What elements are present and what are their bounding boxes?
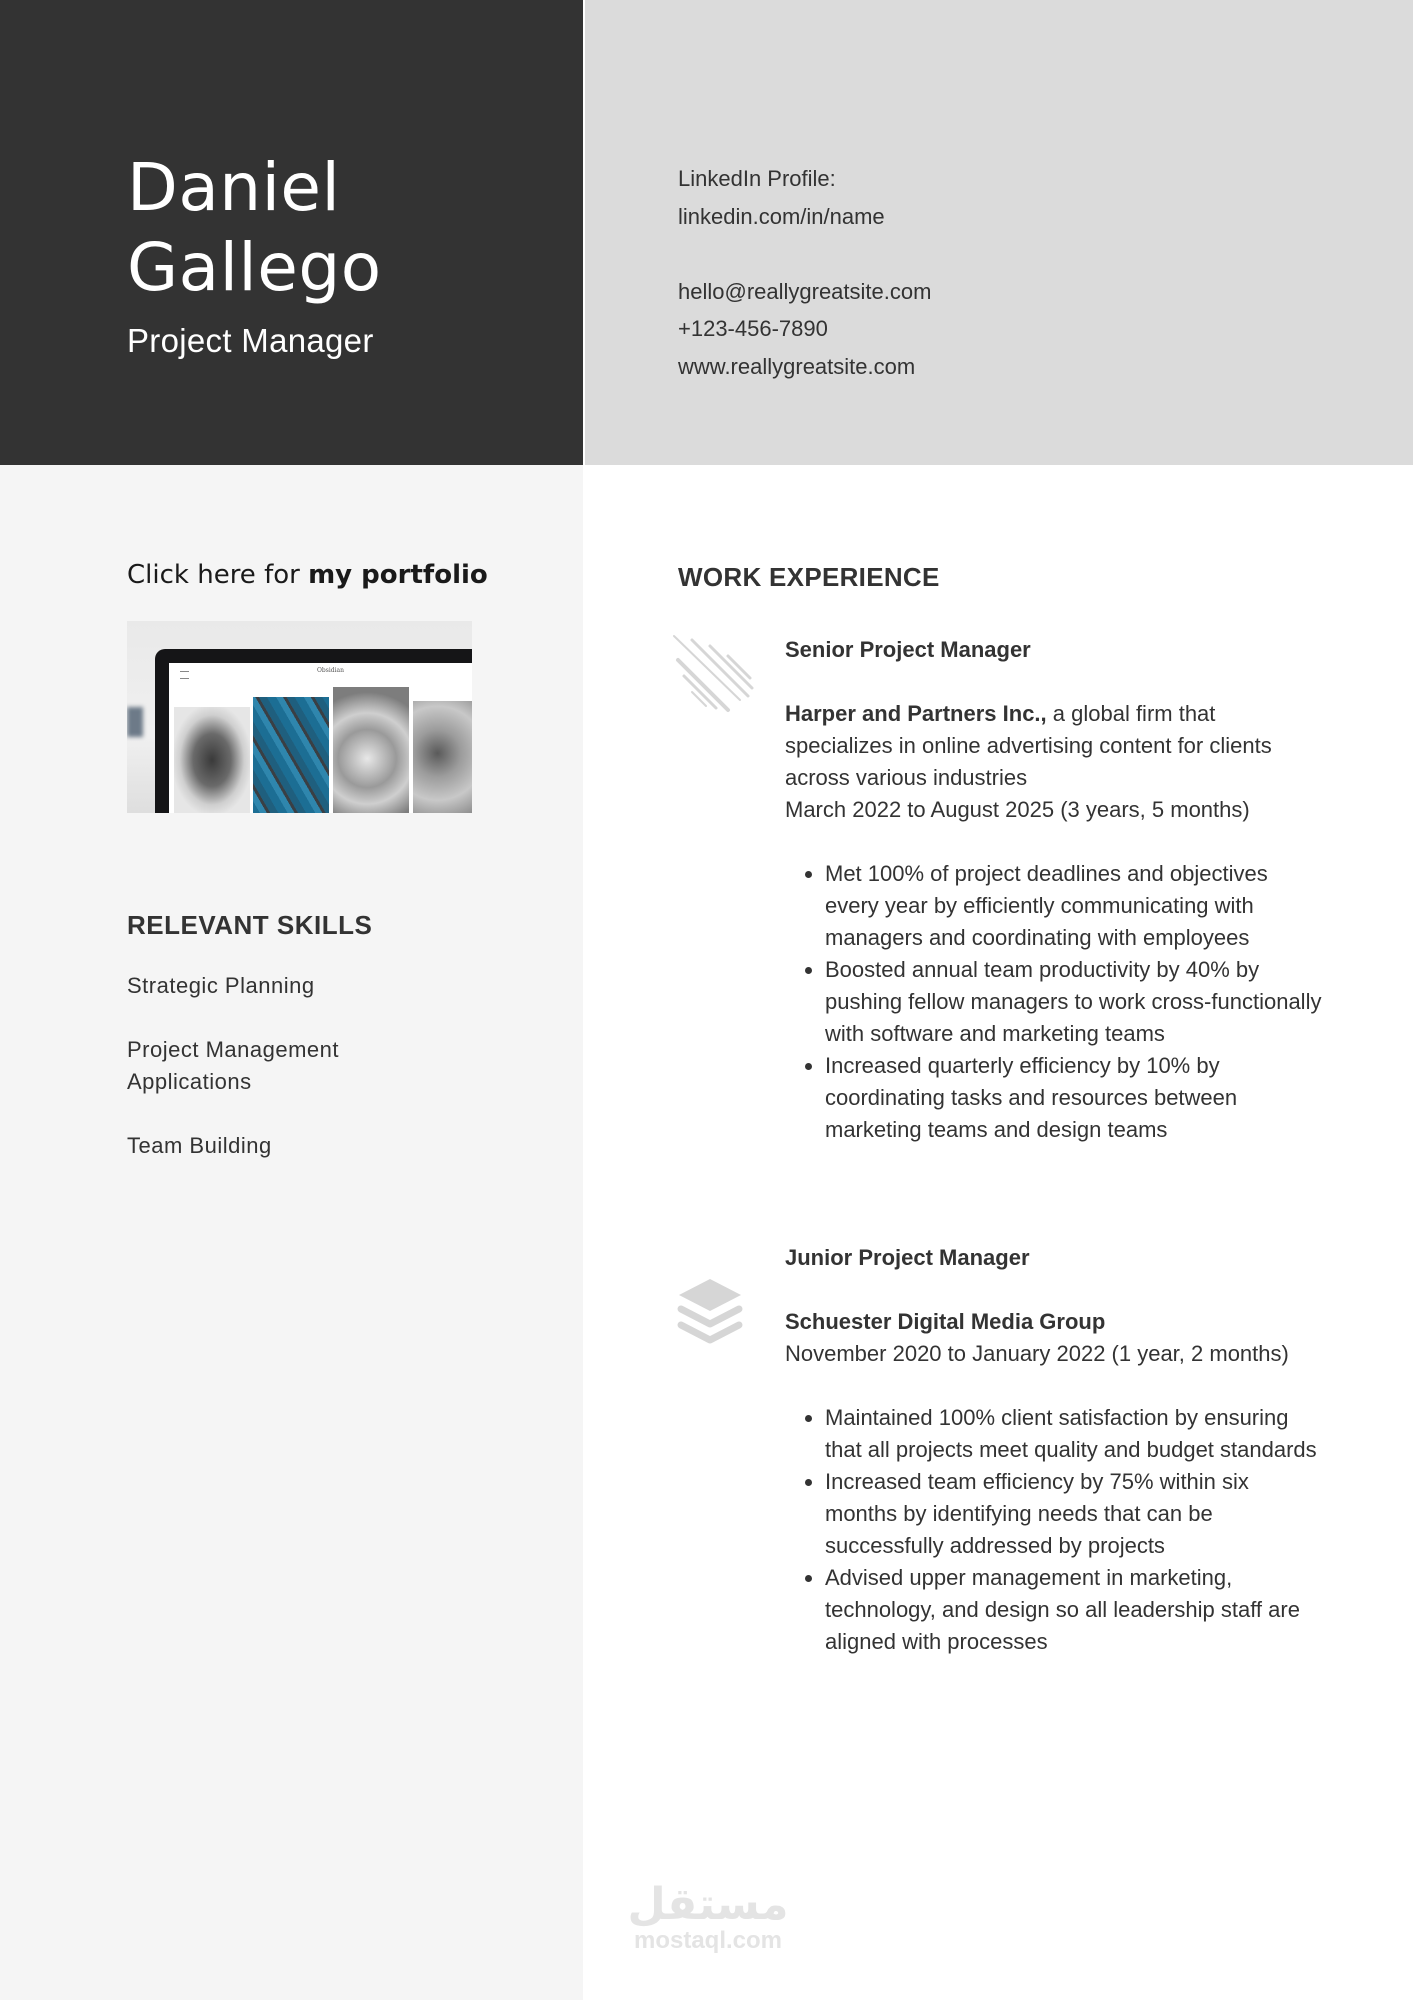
thumbnail-tile-gray-texture [333, 687, 409, 813]
thumbnail-site-title: Obsidian [317, 667, 344, 674]
job-spacer [785, 1370, 1325, 1402]
candidate-role: Project Manager [127, 322, 374, 359]
job-title: Senior Project Manager [785, 637, 1031, 662]
achievement-item: • Increased quarterly efficiency by 10% by coordinating tasks and resources between marketing teams and design teams [825, 1050, 1325, 1146]
thumbnail-tile-dark-texture [413, 701, 472, 813]
linkedin-link[interactable]: linkedin.com/in/name [678, 203, 885, 229]
thumbnail-tile-blue-stone [253, 697, 329, 813]
achievement-item: • Maintained 100% client satisfaction by ensuring that all projects meet quality and budget standards [825, 1402, 1325, 1466]
watermark-domain: mostaql.com [633, 1927, 783, 1954]
job-achievements [785, 1402, 1325, 1658]
contact-block [678, 160, 931, 385]
job-achievements [785, 858, 1325, 1146]
email-link[interactable]: hello@reallygreatsite.com [678, 278, 932, 304]
name-last: Gallego [127, 229, 382, 306]
job-company: Schuester Digital Media Group [785, 1309, 1106, 1334]
skills-list [127, 970, 457, 1194]
name-first: Daniel [127, 149, 341, 226]
work-experience-heading: WORK EXPERIENCE [678, 562, 940, 592]
job-entry [785, 1242, 1325, 1658]
portfolio-thumbnail[interactable] [127, 621, 472, 813]
streaks-icon [670, 630, 760, 720]
layers-icon [675, 1275, 745, 1345]
job-entry [785, 634, 1325, 1146]
job-company-line [785, 1306, 1325, 1338]
job-spacer [785, 826, 1325, 858]
thumbnail-background-object [127, 707, 143, 737]
achievement-item: • Met 100% of project deadlines and objectives every year by efficiently communicating with managers and coordinating with employees [825, 858, 1325, 954]
portfolio-link[interactable] [127, 560, 488, 590]
achievement-item: • Increased team efficiency by 75% within six months by identifying needs that can be successfully addressed by projects [825, 1466, 1325, 1562]
job-spacer [785, 666, 1325, 698]
skill-item: Project Management Applications [127, 1037, 339, 1094]
job-dates: November 2020 to January 2022 (1 year, 2 months) [785, 1341, 1289, 1366]
portfolio-link-text[interactable]: my portfolio [308, 560, 488, 590]
thumbnail-tile-mineral [174, 707, 250, 813]
job-title: Junior Project Manager [785, 1245, 1030, 1270]
skill-item: Team Building [127, 1133, 272, 1158]
achievement-item: • Advised upper management in marketing, technology, and design so all leadership staff are aligned with processes [825, 1562, 1325, 1658]
job-company-description: a global firm that specializes in online advertising content for clients across various industries [785, 701, 1272, 790]
job-company-line [785, 698, 1325, 794]
watermark [618, 1879, 798, 1954]
skill-item: Strategic Planning [127, 973, 315, 998]
job-company: Harper and Partners Inc., [785, 701, 1047, 726]
linkedin-label: LinkedIn Profile: [678, 166, 836, 191]
website-link[interactable]: www.reallygreatsite.com [678, 353, 916, 379]
job-dates: March 2022 to August 2025 (3 years, 5 months) [785, 797, 1250, 822]
watermark-arabic-logo: مستقل [627, 1879, 789, 1930]
phone-number: +123-456-7890 [678, 316, 828, 341]
hamburger-menu-icon [180, 671, 189, 679]
job-spacer [785, 1274, 1325, 1306]
portfolio-link-prefix: Click here for [127, 560, 309, 590]
achievement-item: • Boosted annual team productivity by 40% by pushing fellow managers to work cross-functionally with software and marketing teams [825, 954, 1325, 1050]
skills-heading: RELEVANT SKILLS [127, 910, 373, 940]
candidate-name [127, 148, 382, 308]
contact-spacer [678, 235, 931, 273]
